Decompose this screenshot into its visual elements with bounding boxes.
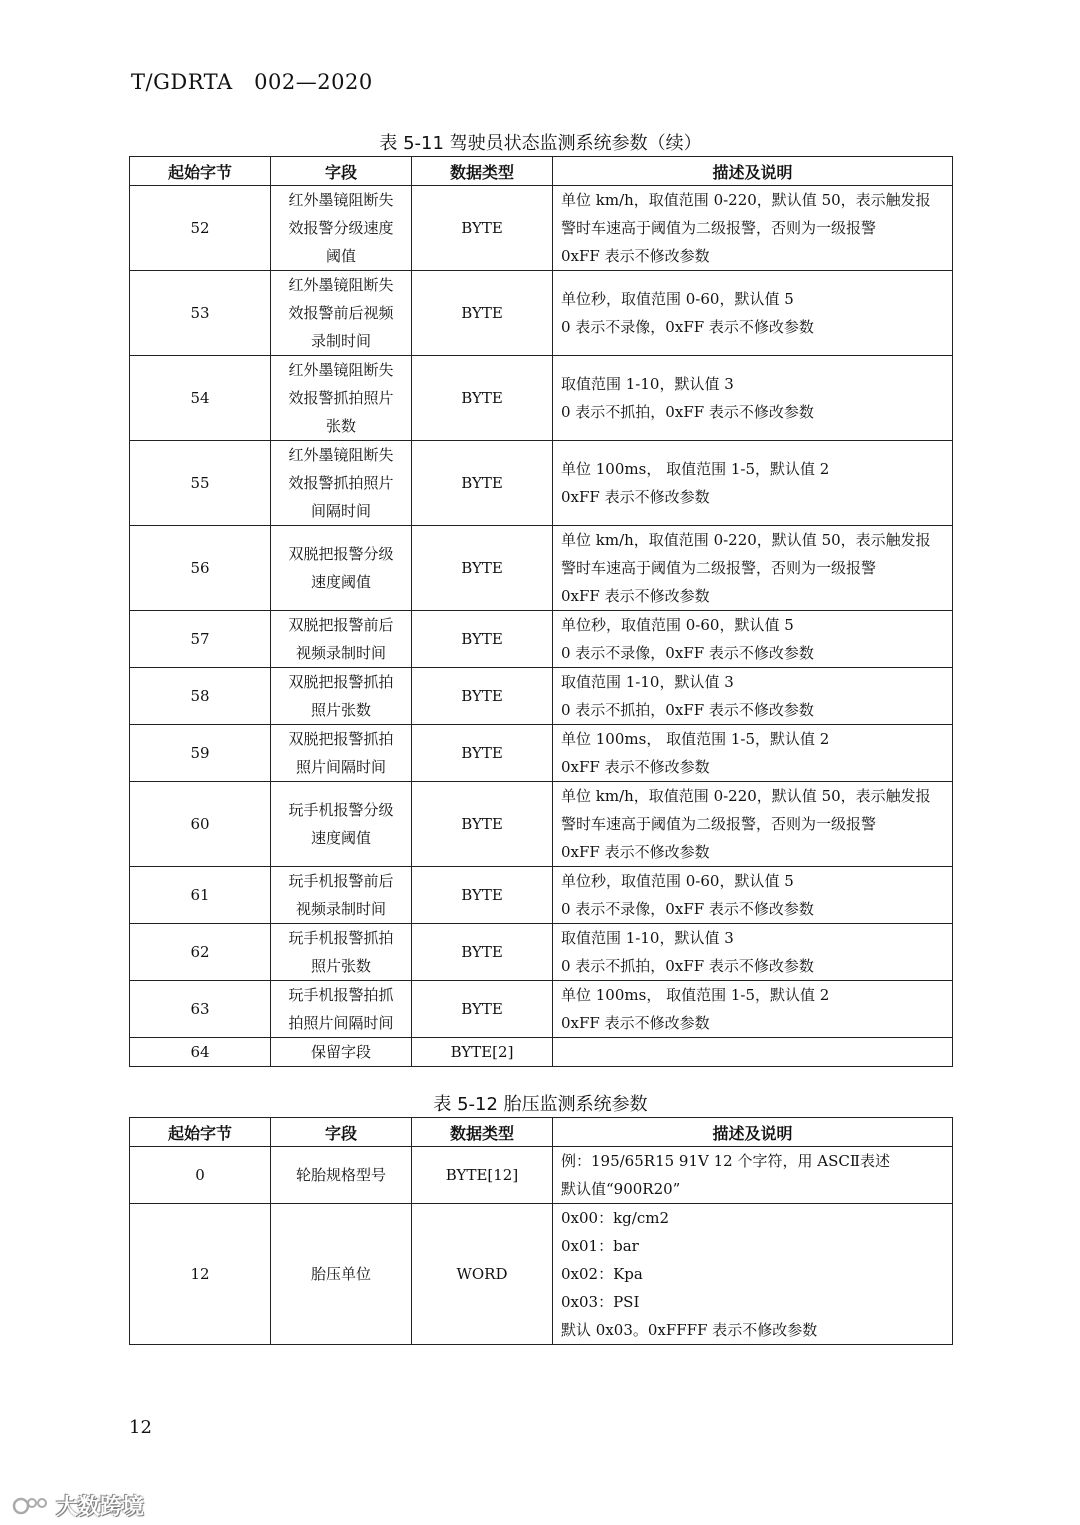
field-cell bbox=[271, 271, 412, 356]
field-line: 拍照片间隔时间 bbox=[288, 1014, 394, 1032]
description-line: 0 表示不抓拍，0xFF 表示不修改参数 bbox=[561, 701, 814, 719]
description-line: 0x03：PSI bbox=[561, 1293, 640, 1311]
start-byte-cell: 12 bbox=[130, 1204, 271, 1345]
page-number: 12 bbox=[129, 1417, 152, 1438]
description-line: 单位 km/h，取值范围 0-220，默认值 50，表示触发报 bbox=[561, 787, 931, 805]
field-cell bbox=[271, 526, 412, 611]
field-line: 轮胎规格型号 bbox=[295, 1166, 386, 1184]
data-type-cell: BYTE bbox=[412, 356, 553, 441]
field-cell bbox=[271, 1204, 412, 1345]
description-cell bbox=[553, 867, 953, 924]
data-type-cell: BYTE bbox=[412, 981, 553, 1038]
field-line: 红外墨镜阻断失 bbox=[288, 276, 394, 294]
table-5-11-caption: 表 5-11 驾驶员状态监测系统参数（续） bbox=[379, 133, 702, 154]
data-type-cell: BYTE bbox=[412, 725, 553, 782]
table-row bbox=[130, 924, 953, 981]
table-row bbox=[130, 981, 953, 1038]
description-line: 单位 km/h，取值范围 0-220，默认值 50，表示触发报 bbox=[561, 191, 931, 209]
description-cell bbox=[553, 668, 953, 725]
field-line: 速度阈值 bbox=[310, 573, 371, 591]
description-line: 0xFF 表示不修改参数 bbox=[561, 587, 710, 605]
description-line: 0 表示不录像，0xFF 表示不修改参数 bbox=[561, 644, 814, 662]
start-byte-cell: 53 bbox=[130, 271, 271, 356]
field-line: 间隔时间 bbox=[310, 502, 371, 520]
start-byte-cell: 62 bbox=[130, 924, 271, 981]
field-cell bbox=[271, 782, 412, 867]
field-line: 双脱把报警前后 bbox=[288, 616, 394, 634]
column-header: 描述及说明 bbox=[553, 157, 953, 186]
start-byte-cell: 54 bbox=[130, 356, 271, 441]
data-type-cell: BYTE bbox=[412, 526, 553, 611]
description-cell bbox=[553, 1038, 953, 1067]
description-cell bbox=[553, 924, 953, 981]
start-byte-cell: 64 bbox=[130, 1038, 271, 1067]
field-cell bbox=[271, 725, 412, 782]
data-type-cell: BYTE[2] bbox=[412, 1038, 553, 1067]
column-header: 起始字节 bbox=[130, 1118, 271, 1147]
description-line: 默认值“900R20” bbox=[561, 1180, 681, 1198]
description-line: 警时车速高于阈值为二级报警，否则为一级报警 bbox=[561, 815, 877, 833]
description-line: 0 表示不抓拍，0xFF 表示不修改参数 bbox=[561, 403, 814, 421]
standard-code: T/GDRTA 002—2020 bbox=[131, 70, 373, 94]
field-line: 速度阈值 bbox=[310, 829, 371, 847]
description-line: 取值范围 1-10，默认值 3 bbox=[561, 929, 734, 947]
table-row bbox=[130, 611, 953, 668]
description-line: 0xFF 表示不修改参数 bbox=[561, 488, 710, 506]
field-line: 录制时间 bbox=[310, 332, 371, 350]
table-row bbox=[130, 271, 953, 356]
watermark-logo bbox=[12, 1490, 144, 1521]
description-cell bbox=[553, 1147, 953, 1204]
watermark-icon bbox=[12, 1494, 52, 1518]
description-line: 警时车速高于阈值为二级报警，否则为一级报警 bbox=[561, 559, 877, 577]
table-row bbox=[130, 1204, 953, 1345]
watermark-text: 大数跨境 bbox=[56, 1495, 145, 1520]
field-cell bbox=[271, 867, 412, 924]
description-line: 0xFF 表示不修改参数 bbox=[561, 758, 710, 776]
field-line: 阈值 bbox=[325, 247, 356, 265]
field-line: 照片张数 bbox=[310, 957, 371, 975]
description-line: 0xFF 表示不修改参数 bbox=[561, 1014, 710, 1032]
field-line: 红外墨镜阻断失 bbox=[288, 191, 394, 209]
description-line: 例：195/65R15 91V 12 个字符，用 ASCⅡ表述 bbox=[561, 1152, 891, 1170]
field-cell bbox=[271, 186, 412, 271]
start-byte-cell: 57 bbox=[130, 611, 271, 668]
table-row bbox=[130, 867, 953, 924]
data-type-cell: BYTE bbox=[412, 867, 553, 924]
field-cell bbox=[271, 441, 412, 526]
field-line: 红外墨镜阻断失 bbox=[288, 446, 394, 464]
table-row bbox=[130, 1147, 953, 1204]
field-line: 玩手机报警分级 bbox=[288, 801, 394, 819]
field-line: 玩手机报警拍抓 bbox=[288, 986, 394, 1004]
field-line: 胎压单位 bbox=[310, 1265, 371, 1283]
field-line: 张数 bbox=[325, 417, 356, 435]
table-header-row bbox=[130, 1118, 953, 1147]
field-line: 效报警抓拍照片 bbox=[288, 474, 394, 492]
start-byte-cell: 61 bbox=[130, 867, 271, 924]
description-cell bbox=[553, 725, 953, 782]
field-cell bbox=[271, 1038, 412, 1067]
description-line: 0x01：bar bbox=[561, 1237, 639, 1255]
description-line: 0x02：Kpa bbox=[561, 1265, 643, 1283]
description-line: 取值范围 1-10，默认值 3 bbox=[561, 375, 734, 393]
start-byte-cell: 52 bbox=[130, 186, 271, 271]
table-header-row bbox=[130, 157, 953, 186]
column-header: 字段 bbox=[271, 1118, 412, 1147]
description-line: 单位 100ms， 取值范围 1-5，默认值 2 bbox=[561, 460, 830, 478]
table-5-11 bbox=[129, 156, 953, 1067]
field-line: 照片间隔时间 bbox=[295, 758, 386, 776]
column-header: 起始字节 bbox=[130, 157, 271, 186]
table-row bbox=[130, 356, 953, 441]
description-cell bbox=[553, 981, 953, 1038]
field-line: 玩手机报警前后 bbox=[288, 872, 394, 890]
field-cell bbox=[271, 981, 412, 1038]
start-byte-cell: 63 bbox=[130, 981, 271, 1038]
data-type-cell: BYTE[12] bbox=[412, 1147, 553, 1204]
field-line: 红外墨镜阻断失 bbox=[288, 361, 394, 379]
description-line: 单位秒，取值范围 0-60，默认值 5 bbox=[561, 290, 794, 308]
field-line: 效报警分级速度 bbox=[288, 219, 394, 237]
description-cell bbox=[553, 186, 953, 271]
description-line: 0xFF 表示不修改参数 bbox=[561, 247, 710, 265]
column-header: 数据类型 bbox=[412, 157, 553, 186]
description-cell bbox=[553, 1204, 953, 1345]
description-cell bbox=[553, 356, 953, 441]
field-line: 效报警前后视频 bbox=[288, 304, 394, 322]
field-line: 双脱把报警分级 bbox=[288, 545, 394, 563]
description-cell bbox=[553, 611, 953, 668]
description-line: 0 表示不录像，0xFF 表示不修改参数 bbox=[561, 900, 814, 918]
field-line: 视频录制时间 bbox=[295, 644, 386, 662]
description-cell bbox=[553, 271, 953, 356]
start-byte-cell: 0 bbox=[130, 1147, 271, 1204]
description-line: 0xFF 表示不修改参数 bbox=[561, 843, 710, 861]
field-line: 视频录制时间 bbox=[295, 900, 386, 918]
field-line: 双脱把报警抓拍 bbox=[288, 730, 394, 748]
data-type-cell: BYTE bbox=[412, 441, 553, 526]
table-row bbox=[130, 668, 953, 725]
field-line: 照片张数 bbox=[310, 701, 371, 719]
field-line: 效报警抓拍照片 bbox=[288, 389, 394, 407]
table-5-12-caption: 表 5-12 胎压监测系统参数 bbox=[433, 1094, 648, 1115]
description-cell bbox=[553, 441, 953, 526]
table-row bbox=[130, 725, 953, 782]
description-line: 取值范围 1-10，默认值 3 bbox=[561, 673, 734, 691]
field-cell bbox=[271, 668, 412, 725]
field-line: 保留字段 bbox=[310, 1043, 371, 1061]
description-line: 0 表示不录像，0xFF 表示不修改参数 bbox=[561, 318, 814, 336]
column-header: 数据类型 bbox=[412, 1118, 553, 1147]
description-line: 单位 100ms， 取值范围 1-5，默认值 2 bbox=[561, 986, 830, 1004]
data-type-cell: WORD bbox=[412, 1204, 553, 1345]
field-cell bbox=[271, 924, 412, 981]
description-cell bbox=[553, 782, 953, 867]
table-row bbox=[130, 782, 953, 867]
data-type-cell: BYTE bbox=[412, 924, 553, 981]
field-cell bbox=[271, 611, 412, 668]
field-cell bbox=[271, 356, 412, 441]
start-byte-cell: 60 bbox=[130, 782, 271, 867]
start-byte-cell: 58 bbox=[130, 668, 271, 725]
table-row bbox=[130, 1038, 953, 1067]
description-line: 0 表示不抓拍，0xFF 表示不修改参数 bbox=[561, 957, 814, 975]
column-header: 字段 bbox=[271, 157, 412, 186]
description-cell bbox=[553, 526, 953, 611]
start-byte-cell: 56 bbox=[130, 526, 271, 611]
description-line: 0x00：kg/cm2 bbox=[561, 1209, 670, 1227]
description-line: 警时车速高于阈值为二级报警，否则为一级报警 bbox=[561, 219, 877, 237]
table-row bbox=[130, 441, 953, 526]
description-line: 单位 100ms， 取值范围 1-5，默认值 2 bbox=[561, 730, 830, 748]
table-5-12 bbox=[129, 1117, 953, 1345]
description-line: 单位秒，取值范围 0-60，默认值 5 bbox=[561, 616, 794, 634]
description-line: 单位 km/h，取值范围 0-220，默认值 50，表示触发报 bbox=[561, 531, 931, 549]
table-row bbox=[130, 186, 953, 271]
data-type-cell: BYTE bbox=[412, 186, 553, 271]
field-line: 双脱把报警抓拍 bbox=[288, 673, 394, 691]
start-byte-cell: 55 bbox=[130, 441, 271, 526]
data-type-cell: BYTE bbox=[412, 271, 553, 356]
data-type-cell: BYTE bbox=[412, 611, 553, 668]
table-row bbox=[130, 526, 953, 611]
field-line: 玩手机报警抓拍 bbox=[288, 929, 394, 947]
field-cell bbox=[271, 1147, 412, 1204]
description-line: 单位秒，取值范围 0-60，默认值 5 bbox=[561, 872, 794, 890]
description-line: 默认 0x03。0xFFFF 表示不修改参数 bbox=[561, 1321, 818, 1339]
start-byte-cell: 59 bbox=[130, 725, 271, 782]
column-header: 描述及说明 bbox=[553, 1118, 953, 1147]
data-type-cell: BYTE bbox=[412, 782, 553, 867]
data-type-cell: BYTE bbox=[412, 668, 553, 725]
